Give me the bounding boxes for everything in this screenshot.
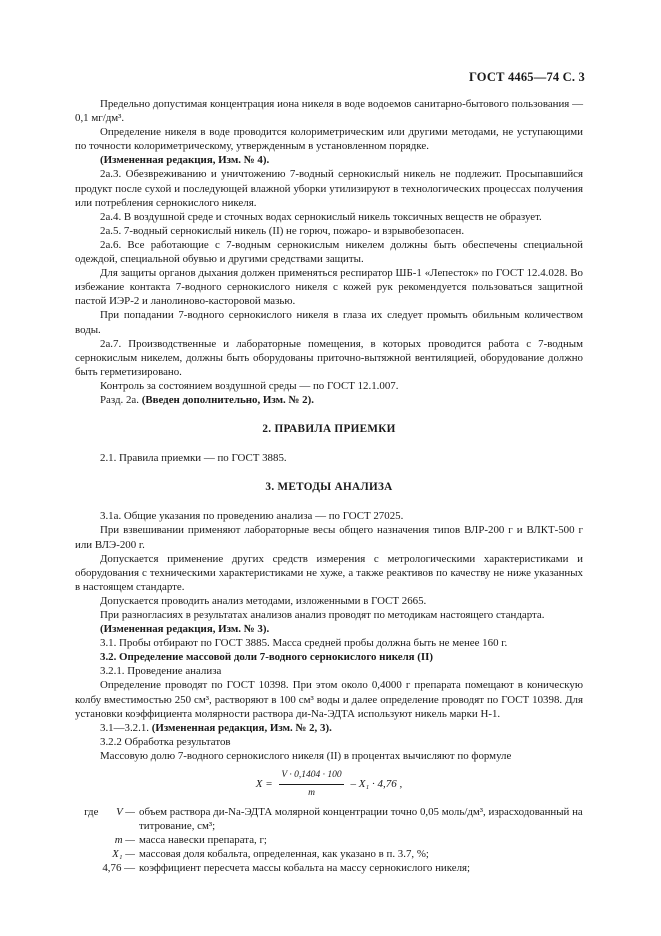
- paragraph: Определение проводят по ГОСТ 10398. При этом около 0,4000 г препарата помещают в коническую колбу вместимостью 250 см³, растворяют в 100 см³ воды и далее определение проводят по ГОСТ 10398. Для установки коэффициента молярности раствора ди-Na-ЭДТА используют никель марки Н-1.: [75, 679, 583, 720]
- definition-symbol: m —: [114, 834, 135, 847]
- formula-denominator: m: [308, 787, 315, 798]
- paragraph: [75, 393, 583, 407]
- paragraph: При попадании 7-водного сернокислого никеля в глаза их следует промыть обильным количеством воды.: [75, 309, 583, 336]
- paragraph: 2.1. Правила приемки — по ГОСТ 3885.: [100, 452, 287, 465]
- paragraph: Контроль за состоянием воздушной среды — по ГОСТ 12.1.007.: [100, 379, 399, 392]
- definitions-list: [75, 805, 583, 875]
- definition-text: коэффициент пересчета массы кобальта на массу сернокислого никеля;: [139, 862, 471, 875]
- definition-symbol: X₁ —: [112, 848, 135, 861]
- paragraph: Определение никеля в воде проводится колориметрическим или другими методами, не уступающими по точности колориметрическому, утвержденным в установленном порядке.: [75, 126, 583, 153]
- paragraph: При взвешивании применяют лабораторные весы общего назначения типов ВЛР-200 г и ВЛКТ-500 г или ВЛЭ-200 г.: [75, 524, 583, 551]
- paragraph: Для защиты органов дыхания должен применяться респиратор ШБ-1 «Лепесток» по ГОСТ 12.4.028. Во избежание контакта 7-водного сернокислого никеля с кожей рук рекомендуется пользоваться защитной пастой ИЭР-2 и ланолиново-касторовой мазью.: [75, 267, 583, 308]
- definition-item: [75, 805, 583, 833]
- formula-lhs: X =: [255, 777, 276, 790]
- paragraph: 2а.6. Все работающие с 7-водным сернокислым никелем должны быть обеспечены специальной одеждой, специальной обувью и другими средствами защиты.: [75, 238, 583, 266]
- paragraph: Допускается применение других средств измерения с метрологическими характеристиками и оборудования с техническими характеристиками не хуже, а также реактивов по качеству не ниже указанных в настоящем стандарте.: [75, 552, 583, 593]
- razd-prefix: Разд. 2а.: [100, 393, 142, 406]
- paragraph: Допускается проводить анализ методами, изложенными в ГОСТ 2665.: [100, 594, 427, 607]
- paragraph: Предельно допустимая концентрация иона никеля в воде водоемов санитарно-бытового пользования — 0,1 мг/дм³.: [75, 98, 583, 125]
- definition-symbol: 4,76 —: [102, 862, 135, 875]
- page-header: ГОСТ 4465—74 С. 3: [468, 70, 585, 84]
- amendment-note: (Измененная редакция, Изм. № 4).: [100, 154, 270, 167]
- definition-item: [75, 847, 583, 861]
- paragraph: [75, 721, 583, 735]
- formula: [75, 769, 583, 799]
- clause-ref: 3.1—3.2.1.: [100, 721, 152, 734]
- where-label: где: [84, 806, 99, 819]
- paragraph: Массовую долю 7-водного сернокислого никеля (II) в процентах вычисляют по формуле: [100, 749, 512, 762]
- amendment-note: (Введен дополнительно, Изм. № 2).: [141, 393, 314, 406]
- paragraph: 3.2.1. Проведение анализа: [100, 665, 222, 678]
- paragraph: 2а.5. 7-водный сернокислый никель (II) не горюч, пожаро- и взрывобезопасен.: [100, 224, 465, 237]
- amendment-note: (Измененная редакция, Изм. № 2, 3).: [151, 721, 332, 734]
- definition-text: массовая доля кобальта, определенная, как указано в п. 3.7, %;: [139, 848, 429, 861]
- formula-numerator: V · 0,1404 · 100: [279, 768, 343, 784]
- definition-item: [75, 833, 583, 847]
- formula-fraction: [279, 768, 343, 799]
- document-body: [75, 97, 583, 876]
- paragraph: При разногласиях в результатах анализов анализ проводят по методикам настоящего стандарта.: [100, 609, 545, 621]
- section-title: 2. ПРАВИЛА ПРИЕМКИ: [262, 423, 396, 436]
- definition-text: масса навески препарата, г;: [139, 834, 267, 847]
- paragraph: 3.1. Пробы отбирают по ГОСТ 3885. Масса средней пробы должна быть не менее 160 г.: [100, 637, 508, 650]
- paragraph: 2а.7. Производственные и лабораторные помещения, в которых проводится работа с 7-водным сернокислым никелем, должны быть оборудованы приточно-вытяжной вентиляцией, оборудование должно быть герметизировано.: [75, 337, 583, 378]
- paragraph: 2а.4. В воздушной среде и сточных водах сернокислый никель токсичных веществ не образует.: [100, 210, 542, 223]
- formula-rhs: – X₁ · 4,76 ,: [347, 777, 403, 790]
- amendment-note: (Измененная редакция, Изм. № 3).: [100, 623, 270, 636]
- paragraph: 3.1а. Общие указания по проведению анализа — по ГОСТ 27025.: [100, 510, 404, 523]
- definition-text: объем раствора ди-Na-ЭДТА молярной концентрации точно 0,05 моль/дм³, израсходованный на титрование, см³;: [139, 806, 583, 833]
- paragraph: 3.2.2 Обработка результатов: [100, 735, 231, 748]
- definition-symbol: [75, 805, 139, 833]
- definition-item: [75, 861, 583, 875]
- section-title: 3. МЕТОДЫ АНАЛИЗА: [265, 481, 393, 494]
- paragraph: 2а.3. Обезвреживанию и уничтожению 7-водный сернокислый никель не подлежит. Просыпавшийся продукт после сухой и последующей влажной уборки утилизируют в технологических процессах получения или потребления сернокислого никеля.: [75, 168, 583, 209]
- subsection-title: 3.2. Определение массовой доли 7-водного сернокислого никеля (II): [100, 651, 434, 664]
- symbol-text: V —: [116, 806, 135, 819]
